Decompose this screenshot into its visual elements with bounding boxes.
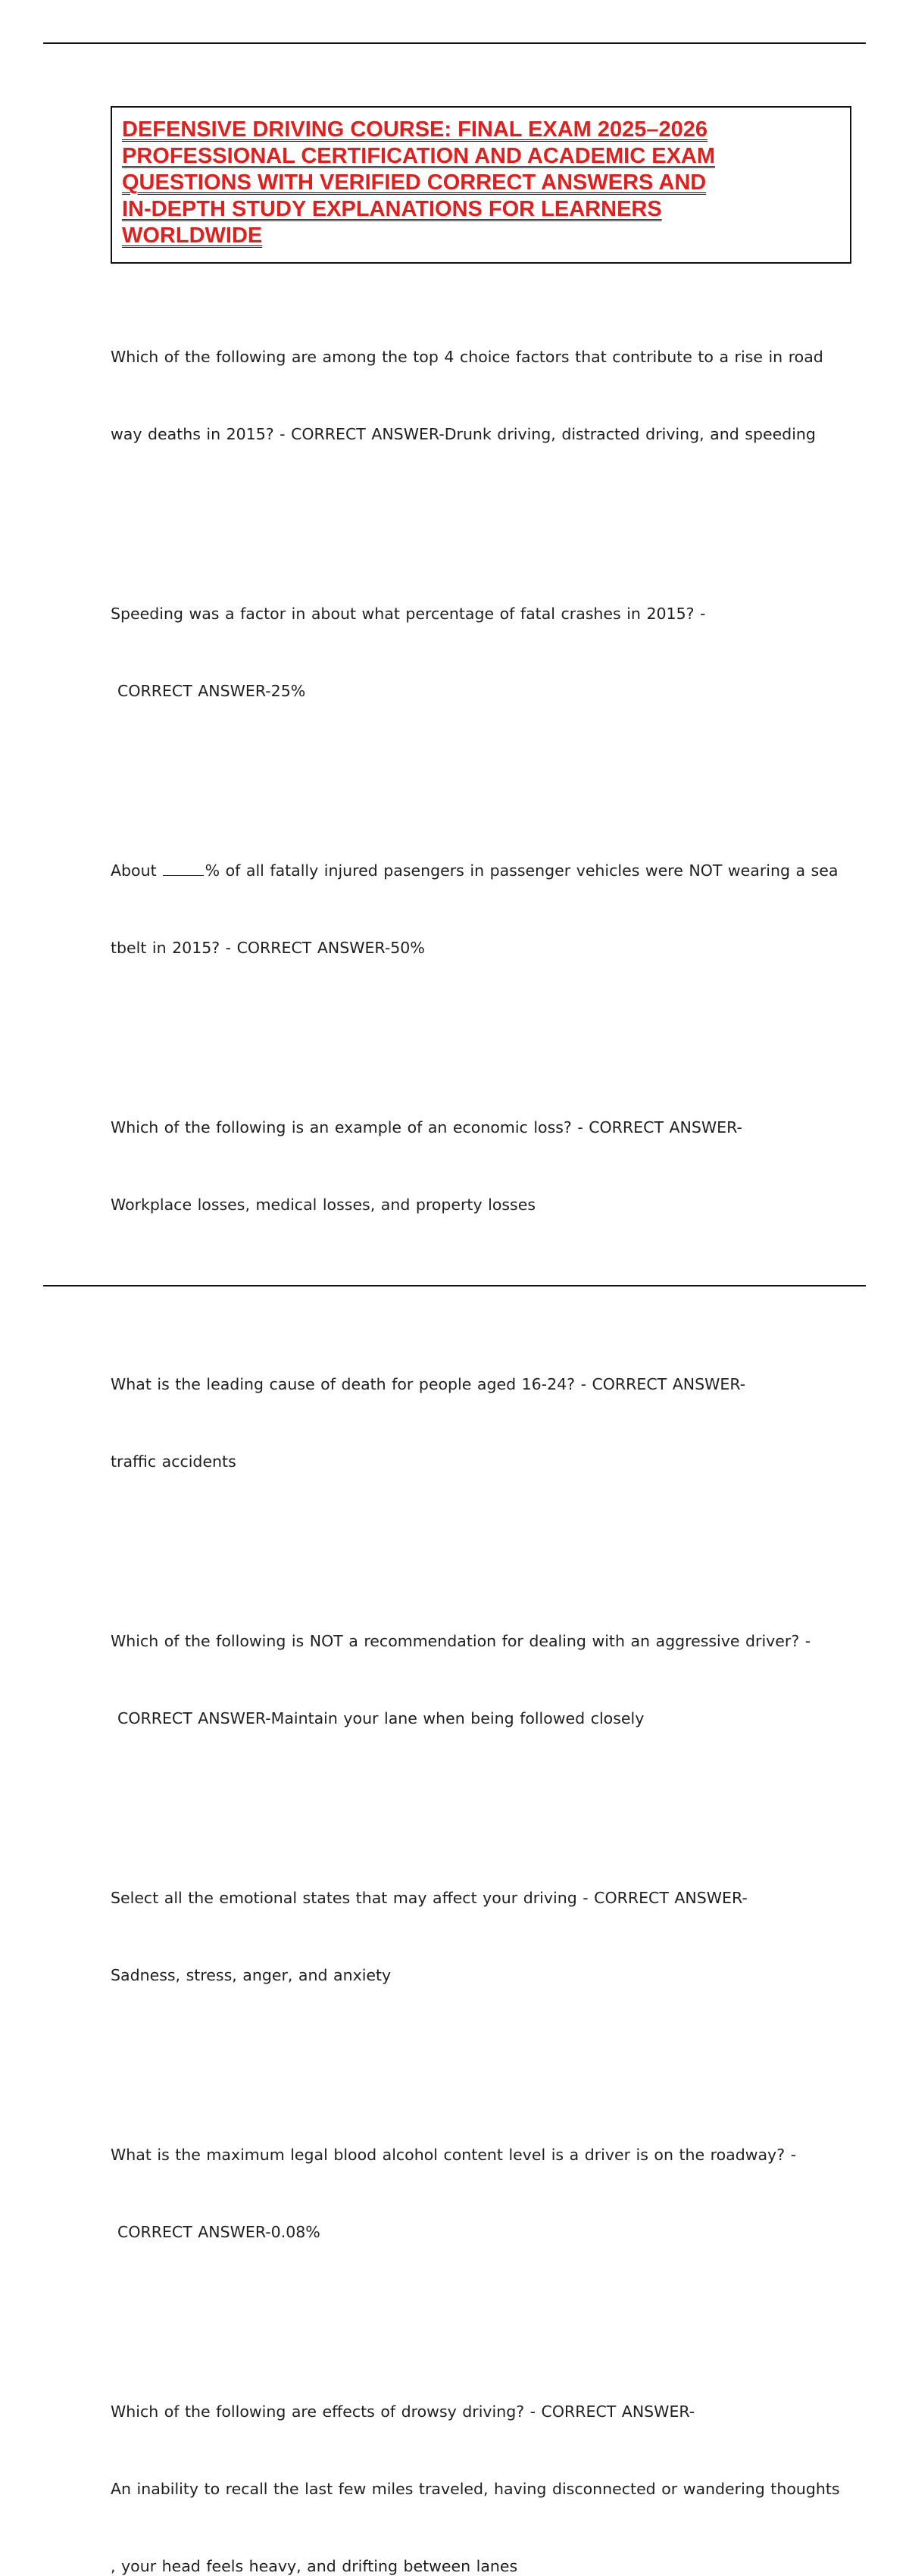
footer-rule (43, 1285, 866, 1286)
qa-item (111, 1320, 823, 1526)
qa-text: About (111, 861, 157, 880)
qa-line: An inability to recall the last few miles traveled, having disconnected or wandering thoughts (111, 2480, 840, 2498)
qa-line: Which of the following are among the top 4 choice factors that contribute to a rise in road (111, 348, 823, 366)
qa-item (111, 1834, 823, 2040)
qa-line: CORRECT ANSWER-25% (117, 682, 306, 700)
qa-line: CORRECT ANSWER-Maintain your lane when being followed closely (117, 1709, 645, 1727)
qa-line: Workplace losses, medical losses, and property losses (111, 1196, 536, 1214)
fill-in-blank (163, 861, 204, 876)
qa-item (111, 1577, 823, 1783)
qa-line: Which of the following is NOT a recommendation for dealing with an aggressive driver? - (111, 1632, 811, 1650)
qa-item (111, 2090, 823, 2296)
qa-line (111, 858, 839, 883)
qa-line: What is the leading cause of death for people aged 16-24? - CORRECT ANSWER- (111, 1375, 746, 1393)
qa-text: % of all fatally injured pasengers in passenger vehicles were NOT wearing a sea (205, 861, 839, 880)
qa-line: , your head feels heavy, and drifting between lanes (111, 2557, 518, 2575)
qa-line: Sadness, stress, anger, and anxiety (111, 1966, 392, 1984)
qa-item (111, 1063, 823, 1269)
qa-line: CORRECT ANSWER-0.08% (117, 2223, 320, 2241)
qa-line: tbelt in 2015? - CORRECT ANSWER-50% (111, 939, 425, 957)
title-line: PROFESSIONAL CERTIFICATION AND ACADEMIC EXAM (122, 144, 716, 168)
qa-line: Which of the following are effects of drowsy driving? - CORRECT ANSWER- (111, 2402, 695, 2421)
question-list (111, 292, 840, 2576)
qa-line: What is the maximum legal blood alcohol content level is a driver is on the roadway? - (111, 2146, 796, 2164)
title-line: IN-DEPTH STUDY EXPLANATIONS FOR LEARNERS (122, 197, 662, 221)
qa-item (111, 806, 839, 1012)
qa-line: traffic accidents (111, 1452, 236, 1471)
title-line: QUESTIONS WITH VERIFIED CORRECT ANSWERS AND (122, 170, 707, 195)
qa-item (111, 2347, 840, 2576)
qa-line: Which of the following is an example of an economic loss? - CORRECT ANSWER- (111, 1118, 742, 1136)
qa-line: Select all the emotional states that may affect your driving - CORRECT ANSWER- (111, 1889, 748, 1907)
title-line: WORLDWIDE (122, 224, 263, 248)
title-box (111, 106, 851, 264)
qa-item (111, 549, 823, 755)
qa-line: way deaths in 2015? - CORRECT ANSWER-Drunk driving, distracted driving, and speeding (111, 425, 816, 443)
title-line: DEFENSIVE DRIVING COURSE: FINAL EXAM 2025–2026 (122, 117, 708, 142)
qa-item (111, 292, 823, 499)
qa-line: Speeding was a factor in about what percentage of fatal crashes in 2015? - (111, 605, 706, 623)
header-rule (43, 42, 866, 44)
